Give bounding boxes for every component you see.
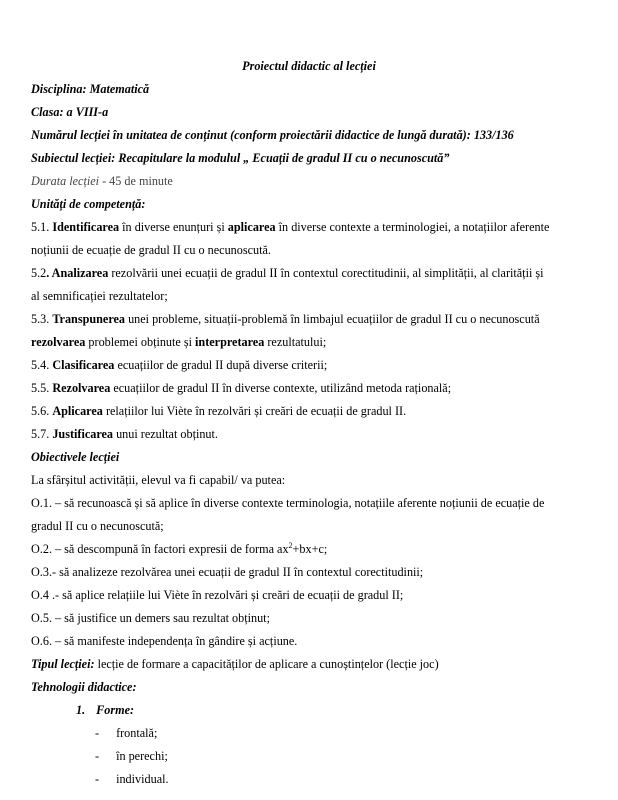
competenta-5-1 bbox=[31, 220, 591, 235]
competenta-text: rezolvării unei ecuații de gradul II în contextul corectitudinii, al simplității, al clarității și bbox=[108, 266, 544, 280]
obiectiv-text: +bx+c; bbox=[292, 542, 328, 556]
competenta-text: problemei obținute și bbox=[85, 335, 196, 349]
competenta-keyword: Justificarea bbox=[52, 427, 114, 441]
tipul-label: Tipul lecției: bbox=[31, 657, 95, 671]
competenta-5-3-cont bbox=[31, 335, 591, 350]
subiectul-line: Subiectul lecției: Recapitulare la modulul „ Ecuații de gradul II cu o necunoscută” bbox=[31, 151, 450, 165]
list-item-text: în perechi; bbox=[116, 749, 168, 763]
competenta-keyword: Clasificarea bbox=[52, 358, 115, 372]
competenta-keyword: Rezolvarea bbox=[52, 381, 111, 395]
obiective-intro: La sfârșitul activității, elevul va fi capabil/ va putea: bbox=[31, 473, 286, 487]
document-title: Proiectul didactic al lecției bbox=[242, 59, 376, 73]
list-item bbox=[95, 749, 618, 764]
competenta-keyword: interpretarea bbox=[195, 335, 265, 349]
bullet: - bbox=[95, 726, 100, 740]
competenta-keyword: Identificarea bbox=[52, 220, 120, 234]
competenta-text: relațiilor lui Viète în rezolvări și creări de ecuații de gradul II. bbox=[102, 404, 407, 418]
list-item-text: frontală; bbox=[116, 726, 158, 740]
competenta-5-2-cont: al semnificației rezultatelor; bbox=[31, 289, 168, 303]
competenta-text: în diverse contexte a terminologiei, a notațiilor aferente bbox=[275, 220, 550, 234]
bullet: - bbox=[95, 772, 100, 786]
obiectiv-o4: O.4 .- să aplice relațiile lui Viète în rezolvări și creări de ecuații de gradul II; bbox=[31, 588, 404, 602]
competenta-text: în diverse enunțuri și bbox=[119, 220, 228, 234]
tehnologii-heading: Tehnologii didactice: bbox=[31, 680, 137, 694]
competenta-5-1-cont: noțiunii de ecuație de gradul II cu o necunoscută. bbox=[31, 243, 271, 257]
obiectiv-o1: O.1. – să recunoască și să aplice în diverse contexte terminologia, notațiile aferente noțiunii de ecuație de bbox=[31, 496, 545, 510]
obiectiv-o6: O.6. – să manifeste independența în gândire și acțiune. bbox=[31, 634, 298, 648]
obiectiv-text: O.2. – să descompună în factori expresii de forma ax bbox=[31, 542, 289, 556]
competenta-number: 5.4. bbox=[31, 358, 53, 372]
competenta-number: 5.6. bbox=[31, 404, 53, 418]
exponent: 2 bbox=[288, 540, 293, 550]
competenta-keyword: aplicarea bbox=[227, 220, 276, 234]
competenta-text: unei probleme, situații-problemă în limbajul ecuațiilor de gradul II cu o necunoscută bbox=[125, 312, 540, 326]
durata-line bbox=[31, 174, 591, 189]
obiectiv-o5: O.5. – să justifice un demers sau rezultat obținut; bbox=[31, 611, 270, 625]
tipul-line bbox=[31, 657, 591, 672]
numarul-line: Numărul lecției în unitatea de conținut (conform proiectării didactice de lungă durată): 133/136 bbox=[31, 128, 514, 142]
competenta-number: 5.5. bbox=[31, 381, 53, 395]
bullet: - bbox=[95, 749, 100, 763]
competenta-text: rezultatului; bbox=[264, 335, 327, 349]
competenta-5-7 bbox=[31, 427, 591, 442]
competenta-keyword: Transpunerea bbox=[52, 312, 126, 326]
competenta-5-3 bbox=[31, 312, 591, 327]
obiectiv-o2 bbox=[31, 542, 591, 557]
obiective-heading: Obiectivele lecției bbox=[31, 450, 120, 464]
competenta-keyword: Aplicarea bbox=[52, 404, 103, 418]
competenta-number: 5.2 bbox=[31, 266, 47, 280]
list-item bbox=[95, 772, 618, 787]
unitati-heading: Unități de competență: bbox=[31, 197, 146, 211]
competenta-5-5 bbox=[31, 381, 591, 396]
competenta-number: 5.1. bbox=[31, 220, 53, 234]
competenta-text: unui rezultat obținut. bbox=[113, 427, 218, 441]
forme-heading bbox=[76, 703, 618, 718]
obiectiv-o1-cont: gradul II cu o necunoscută; bbox=[31, 519, 164, 533]
forme-number: 1. bbox=[76, 703, 86, 717]
durata-label: Durata lecției bbox=[31, 174, 100, 188]
durata-value: - 45 de minute bbox=[99, 174, 173, 188]
competenta-keyword: . Analizarea bbox=[46, 266, 109, 280]
competenta-5-2 bbox=[31, 266, 591, 281]
competenta-text: ecuațiilor de gradul II în diverse contexte, utilizând metoda rațională; bbox=[110, 381, 452, 395]
competenta-number: 5.7. bbox=[31, 427, 53, 441]
competenta-keyword: rezolvarea bbox=[31, 335, 86, 349]
obiectiv-o3: O.3.- să analizeze rezolvărea unei ecuații de gradul II în contextul corectitudinii; bbox=[31, 565, 424, 579]
list-item bbox=[95, 726, 618, 741]
disciplina-line: Disciplina: Matematică bbox=[31, 82, 150, 96]
clasa-line: Clasa: a VIII-a bbox=[31, 105, 109, 119]
competenta-text: ecuațiilor de gradul II după diverse criterii; bbox=[114, 358, 328, 372]
competenta-number: 5.3. bbox=[31, 312, 53, 326]
forme-label: Forme: bbox=[96, 703, 135, 717]
competenta-5-4 bbox=[31, 358, 591, 373]
list-item-text: individual. bbox=[116, 772, 169, 786]
tipul-value: lecție de formare a capacităților de aplicare a cunoștințelor (lecție joc) bbox=[94, 657, 439, 671]
competenta-5-6 bbox=[31, 404, 591, 419]
